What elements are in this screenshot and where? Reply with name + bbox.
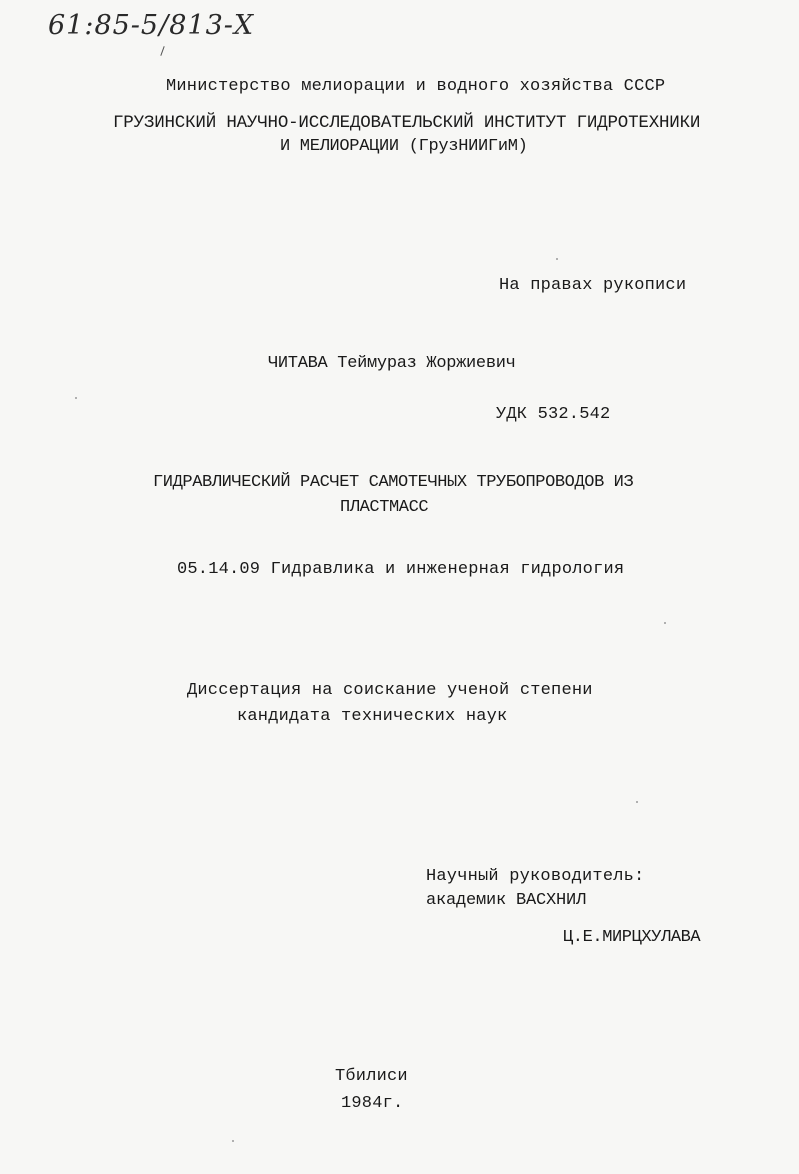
city: Тбилиси xyxy=(335,1067,408,1086)
pen-mark xyxy=(160,46,164,56)
title-line2: ПЛАСТМАСС xyxy=(340,498,429,517)
institute-name-line2: И МЕЛИОРАЦИИ (ГрузНИИГиМ) xyxy=(280,137,528,156)
title-line1: ГИДРАВЛИЧЕСКИЙ РАСЧЕТ САМОТЕЧНЫХ ТРУБОПРОВОДОВ ИЗ xyxy=(153,473,634,492)
specialty-code: 05.14.09 Гидравлика и инженерная гидрология xyxy=(177,560,625,579)
rights-note: На правах рукописи xyxy=(499,276,687,295)
dissertation-line1: Диссертация на соискание ученой степени xyxy=(187,681,593,700)
paper-speck xyxy=(75,397,77,399)
ministry-name: Министерство мелиорации и водного хозяйства СССР xyxy=(166,77,666,96)
udc-code: УДК 532.542 xyxy=(496,405,611,424)
paper-speck xyxy=(636,801,638,803)
paper-speck xyxy=(664,622,666,624)
handwritten-catalog-code: 61:85-5/813-Х xyxy=(48,10,255,41)
paper-speck xyxy=(232,1140,234,1142)
supervisor-name: Ц.Е.МИРЦХУЛАВА xyxy=(563,928,701,947)
supervisor-label: Научный руководитель: xyxy=(426,867,645,886)
year: 1984г. xyxy=(341,1094,404,1113)
paper-speck xyxy=(556,258,558,260)
dissertation-line2: кандидата технических наук xyxy=(237,707,508,726)
author-name: ЧИТАВА Теймураз Жоржиевич xyxy=(268,354,516,373)
supervisor-rank: академик ВАСХНИЛ xyxy=(426,891,587,910)
institute-name-line1: ГРУЗИНСКИЙ НАУЧНО-ИССЛЕДОВАТЕЛЬСКИЙ ИНСТИТУТ ГИДРОТЕХНИКИ xyxy=(113,113,701,133)
